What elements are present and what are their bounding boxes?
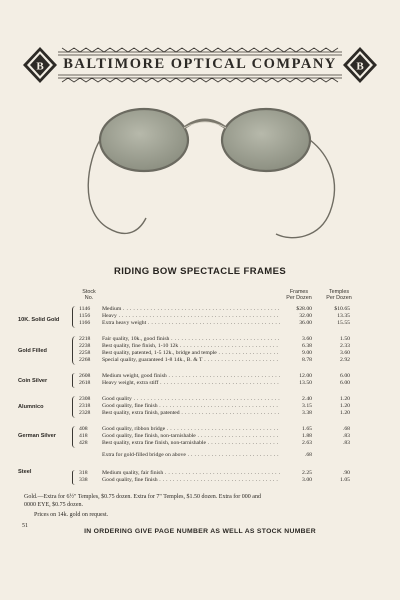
table-row: 2608 Medium weight, good finish . . . 12.00 6.00 bbox=[0, 373, 400, 380]
company-name: BALTIMORE OPTICAL COMPANY bbox=[63, 56, 337, 72]
gold-extras-note: Gold.—Extra for 6½" Temples, $0.75 dozen. Extra for 7" Temples, $1.50 dozen. Extra for 000 and 0000 EYE, $0.75 dozen. bbox=[24, 494, 261, 508]
table-row: 338 Good quality, fine finish . . . 3.00 1.05 bbox=[0, 477, 400, 484]
section-title: RIDING BOW SPECTACLE FRAMES bbox=[113, 266, 287, 277]
logo-right-letter: B bbox=[356, 60, 364, 73]
table-row: 2258 Best quality, patented, 1-5 12k., bridge and temple . . . 9.00 3.60 bbox=[0, 350, 400, 357]
table-row: 2318 Good quality, fine finish . . . 3.15 1.20 bbox=[0, 403, 400, 410]
table-row: 418 Good quality, fine finish, non-tarnishable . . . 1.88 .83 bbox=[0, 433, 400, 440]
table-row: 1166 Extra heavy weight . . . 36.00 15.55 bbox=[0, 320, 400, 327]
col-header-temples: Temples Per Dozen bbox=[326, 289, 352, 301]
group-label: Gold Filled bbox=[18, 348, 47, 354]
group-label: 10K. Solid Gold bbox=[18, 317, 60, 323]
table-row: 2328 Best quality, extra finish, patented . . . 3.38 1.20 bbox=[0, 410, 400, 417]
table-row: 428 Best quality, extra fine finish, non-tarnishable . . . 2.63 .83 bbox=[0, 440, 400, 447]
prices-note: Prices on 14k. gold on request. bbox=[34, 512, 109, 518]
table-row: 1156 Heavy . . . 32.00 13.35 bbox=[0, 313, 400, 320]
table-row: 2308 Good quality . . . 2.40 1.20 bbox=[0, 396, 400, 403]
group-label: Alumnico bbox=[18, 404, 44, 410]
page-number: 51 bbox=[22, 523, 28, 529]
col-header-stock: Stock No. bbox=[82, 289, 96, 301]
table-row: 2238 Best quality, fine finish, 1-10 12k . . . 6.38 2.33 bbox=[0, 343, 400, 350]
logo-right-icon bbox=[343, 47, 377, 83]
group-label: German Silver bbox=[18, 433, 56, 439]
table-row: 1146 Medium . . . $28.00 $10.65 bbox=[0, 306, 400, 313]
logo-left-icon bbox=[23, 47, 57, 83]
group-label: Steel bbox=[18, 469, 32, 475]
table-row-extra: Extra for gold-filled bridge on above . . . .68 bbox=[0, 452, 400, 459]
table-row: 318 Medium quality, fair finish . . . 2.25 .90 bbox=[0, 470, 400, 477]
table-row: 2218 Fair quality, 10k., good finish . . . 3.60 1.50 bbox=[0, 336, 400, 343]
table-row: 2618 Heavy weight, extra stiff . . . 13.50 6.00 bbox=[0, 380, 400, 387]
table-row: 408 Good quality, ribbon bridge . . . 1.65 .68 bbox=[0, 426, 400, 433]
logo-left-letter: B bbox=[36, 60, 44, 73]
ordering-footer: IN ORDERING GIVE PAGE NUMBER AS WELL AS STOCK NUMBER bbox=[84, 528, 316, 535]
table-row: 2268 Special quality, guaranteed 1-8 14k., B. & T . . . 8.78 2.92 bbox=[0, 357, 400, 364]
group-label: Coin Silver bbox=[18, 378, 48, 384]
spectacles-illustration bbox=[80, 100, 360, 250]
col-header-frames: Frames Per Dozen bbox=[286, 289, 312, 301]
